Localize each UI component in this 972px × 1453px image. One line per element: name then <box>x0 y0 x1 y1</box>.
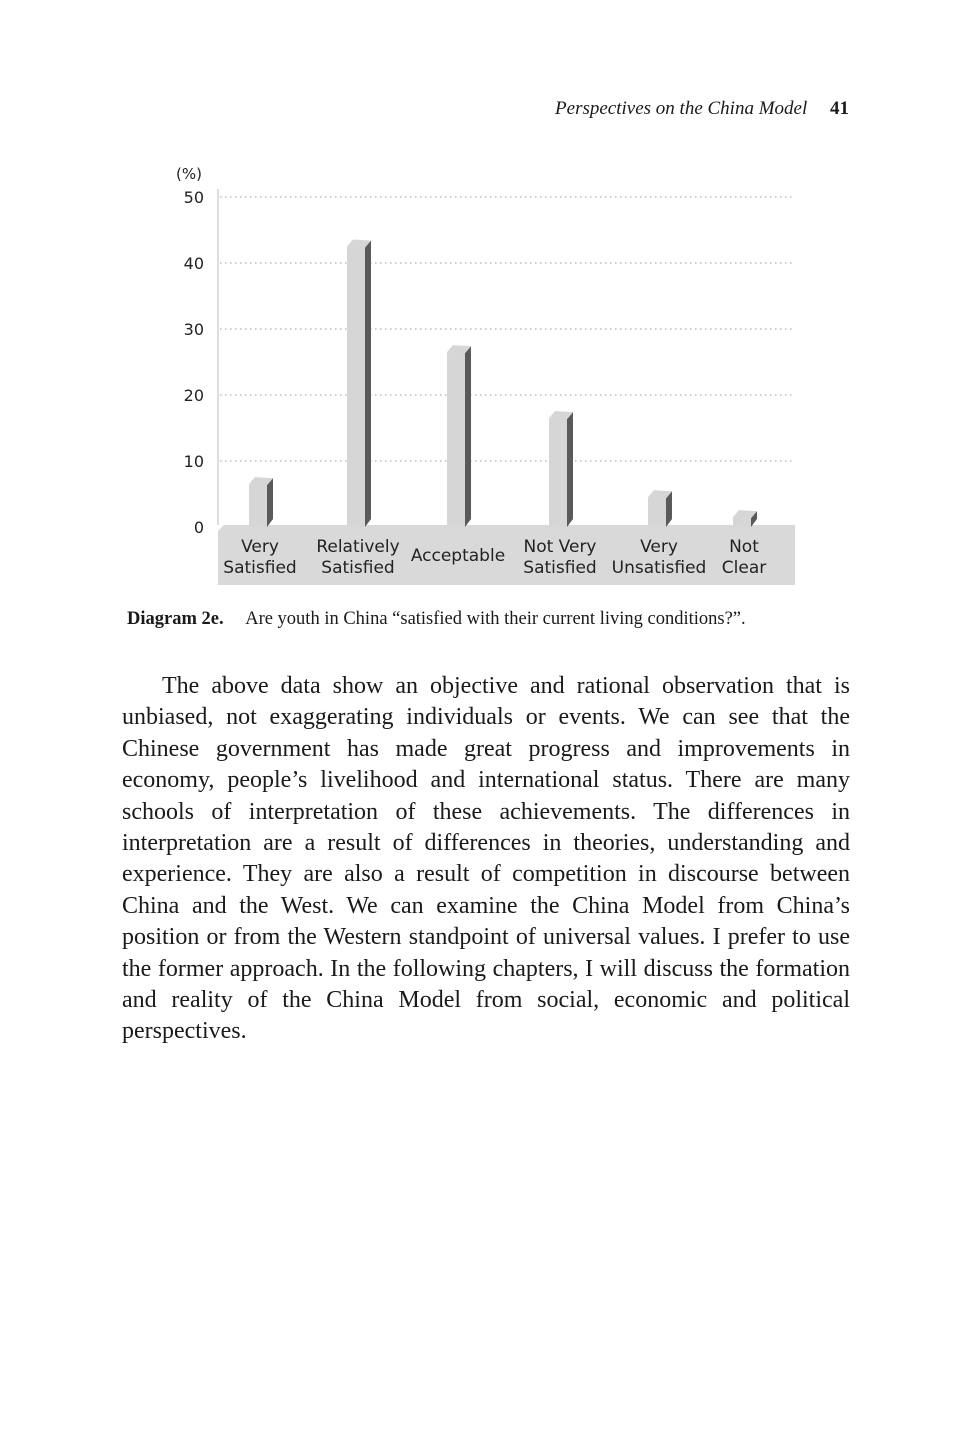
x-category-label-5-0: Not <box>729 537 759 557</box>
bar-2 <box>447 352 465 527</box>
caption-label: Diagram 2e. <box>127 609 224 629</box>
body-paragraph: The above data show an objective and rational observation that is unbiased, not exaggerating individuals or events. We can see that the Chinese government has made great progress and improvements in economy, people’s livelihood and international status. There are many schools of interpretation of these achievements. The differences in interpretation are a result of differences in theories, understanding and experience. They are also a result of competition in discourse between China and the West. We can examine the China Model from China’s position or from the Western standpoint of universal values. I prefer to use the former approach. In the following chapters, I will discuss the formation and reality of the China Model from social, economic and political perspectives. <box>122 673 850 1045</box>
bar-4 <box>648 497 666 527</box>
bar-side-2 <box>465 346 471 527</box>
x-category-label-3-1: Satisfied <box>523 558 597 578</box>
running-head <box>555 98 849 120</box>
y-tick-label-10: 10 <box>183 452 204 471</box>
x-category-label-1-1: Satisfied <box>321 558 395 578</box>
y-tick-label-20: 20 <box>183 386 204 405</box>
x-category-label-4-0: Very <box>640 537 678 557</box>
bar-side-1 <box>365 241 371 528</box>
x-category-label-0-1: Satisfied <box>223 558 297 578</box>
figure-caption <box>127 609 746 630</box>
x-category-label-0-0: Very <box>241 537 279 557</box>
x-category-label-4-1: Unsatisfied <box>611 558 707 578</box>
bar-side-0 <box>267 478 273 527</box>
bar-1 <box>347 247 365 528</box>
page-number: 41 <box>830 98 849 119</box>
chart-base <box>218 525 795 585</box>
x-category-label-1-0: Relatively <box>316 537 400 557</box>
x-category-label-2-0: Acceptable <box>410 546 506 566</box>
bar-chart <box>160 155 810 595</box>
y-tick-label-30: 30 <box>183 320 204 339</box>
y-tick-label-0: 0 <box>193 518 204 537</box>
caption-text: Are youth in China “satisfied with their current living conditions?”. <box>245 609 746 629</box>
running-head-title: Perspectives on the China Model <box>555 98 808 119</box>
bar-side-3 <box>567 412 573 527</box>
bar-5 <box>733 517 751 527</box>
x-category-label-5-1: Clear <box>721 558 767 578</box>
y-unit-label: (%) <box>176 165 202 183</box>
bar-chart-svg <box>160 155 810 595</box>
bar-3 <box>549 418 567 527</box>
x-category-label-3-0: Not Very <box>523 537 597 557</box>
bar-0 <box>249 484 267 527</box>
y-tick-label-50: 50 <box>183 188 204 207</box>
y-tick-label-40: 40 <box>183 254 204 273</box>
